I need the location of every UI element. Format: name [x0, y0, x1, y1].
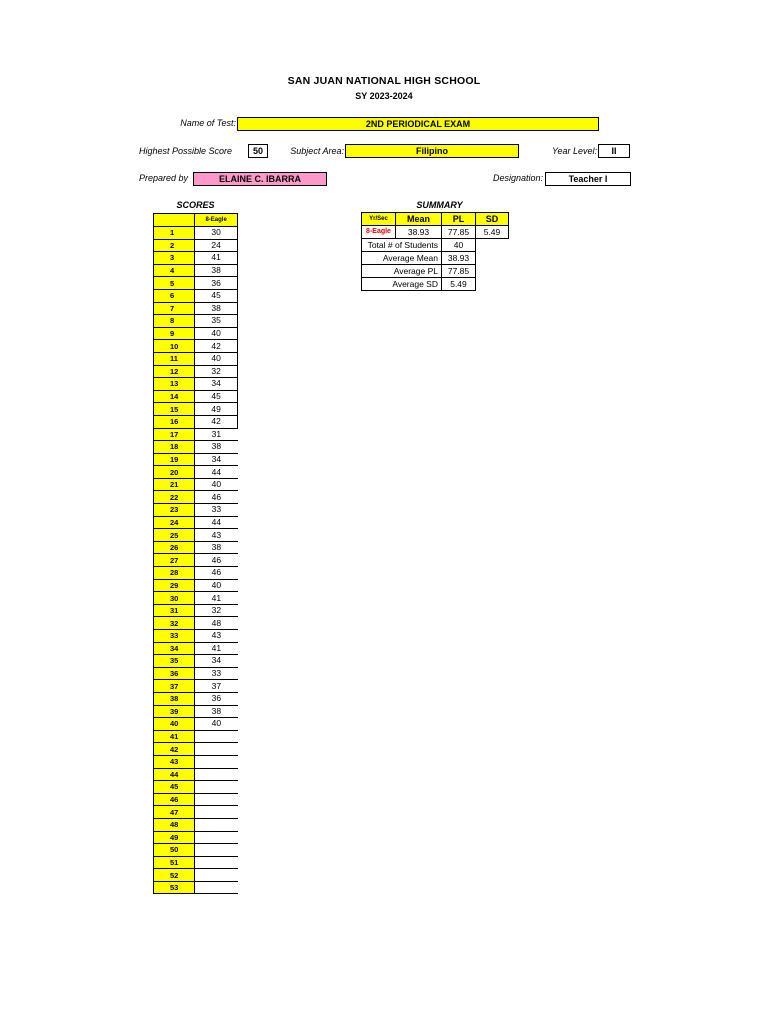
- student-number: 41: [154, 730, 195, 743]
- table-row: [154, 743, 238, 756]
- student-score: 46: [195, 567, 238, 580]
- student-number: 6: [154, 289, 195, 302]
- student-score: 34: [195, 655, 238, 668]
- student-score: 32: [195, 604, 238, 617]
- student-number: 7: [154, 302, 195, 315]
- student-score: 34: [195, 453, 238, 466]
- summary-col-mean: Mean: [396, 213, 442, 226]
- student-score: [195, 831, 238, 844]
- table-row: [154, 818, 238, 831]
- table-row: [154, 289, 238, 302]
- student-score: [195, 793, 238, 806]
- school-year: SY 2023-2024: [355, 91, 413, 101]
- student-number: 17: [154, 428, 195, 441]
- student-score: 48: [195, 617, 238, 630]
- table-row: [154, 806, 238, 819]
- student-number: 15: [154, 403, 195, 416]
- student-number: 13: [154, 378, 195, 391]
- table-row: [154, 365, 238, 378]
- student-score: [195, 818, 238, 831]
- table-row: [154, 630, 238, 643]
- table-row: [154, 655, 238, 668]
- table-row: [154, 315, 238, 328]
- table-row: [154, 239, 238, 252]
- student-score: 42: [195, 415, 238, 428]
- student-number: 19: [154, 453, 195, 466]
- student-number: 53: [154, 881, 195, 894]
- student-number: 42: [154, 743, 195, 756]
- student-number: 49: [154, 831, 195, 844]
- student-score: 42: [195, 340, 238, 353]
- table-row: [154, 252, 238, 265]
- student-score: 41: [195, 642, 238, 655]
- student-score: 41: [195, 252, 238, 265]
- student-number: 46: [154, 793, 195, 806]
- average-pl-label: Average PL: [362, 265, 442, 278]
- table-row: [154, 491, 238, 504]
- table-row: [154, 352, 238, 365]
- table-row: [154, 617, 238, 630]
- subject-field: Filipino: [345, 144, 519, 158]
- student-number: 34: [154, 642, 195, 655]
- student-score: 40: [195, 478, 238, 491]
- student-score: 38: [195, 441, 238, 454]
- student-score: [195, 768, 238, 781]
- student-score: [195, 730, 238, 743]
- student-score: 44: [195, 516, 238, 529]
- student-score: 35: [195, 315, 238, 328]
- student-score: 34: [195, 378, 238, 391]
- table-row: [154, 441, 238, 454]
- student-number: 4: [154, 264, 195, 277]
- student-score: 43: [195, 529, 238, 542]
- prepared-by-label: Prepared by: [139, 173, 189, 183]
- table-row: [154, 844, 238, 857]
- summary-col-yrsec: Yr/Sec: [362, 213, 396, 226]
- table-row: [154, 667, 238, 680]
- student-number: 23: [154, 504, 195, 517]
- student-score: [195, 856, 238, 869]
- table-row: [154, 428, 238, 441]
- student-score: 30: [195, 227, 238, 240]
- student-score: 38: [195, 264, 238, 277]
- student-score: 36: [195, 277, 238, 290]
- summary-table: [361, 212, 509, 291]
- student-number: 31: [154, 604, 195, 617]
- student-number: 50: [154, 844, 195, 857]
- student-number: 8: [154, 315, 195, 328]
- student-number: 27: [154, 554, 195, 567]
- student-score: [195, 781, 238, 794]
- student-score: 40: [195, 327, 238, 340]
- student-number: 40: [154, 718, 195, 731]
- designation-field: Teacher I: [545, 172, 631, 186]
- student-number: 33: [154, 630, 195, 643]
- table-row: [154, 504, 238, 517]
- student-score: 38: [195, 302, 238, 315]
- table-row: [154, 453, 238, 466]
- average-mean-label: Average Mean: [362, 252, 442, 265]
- scores-table: [153, 213, 238, 894]
- student-number: 36: [154, 667, 195, 680]
- student-number: 10: [154, 340, 195, 353]
- table-row: [154, 554, 238, 567]
- total-students-label: Total # of Students: [362, 239, 442, 252]
- year-level-field: II: [598, 144, 630, 158]
- table-row: [154, 390, 238, 403]
- total-students-value: 40: [442, 239, 476, 252]
- table-row: [154, 793, 238, 806]
- school-name: SAN JUAN NATIONAL HIGH SCHOOL: [287, 75, 481, 87]
- table-row: [154, 302, 238, 315]
- student-score: [195, 869, 238, 882]
- student-score: 37: [195, 680, 238, 693]
- student-score: 40: [195, 352, 238, 365]
- student-number: 1: [154, 227, 195, 240]
- student-number: 5: [154, 277, 195, 290]
- table-row: [154, 831, 238, 844]
- table-row: [154, 567, 238, 580]
- student-score: [195, 844, 238, 857]
- student-score: 32: [195, 365, 238, 378]
- student-number: 51: [154, 856, 195, 869]
- student-number: 30: [154, 592, 195, 605]
- student-score: 31: [195, 428, 238, 441]
- student-score: 40: [195, 579, 238, 592]
- student-number: 32: [154, 617, 195, 630]
- table-row: [154, 856, 238, 869]
- hps-field: 50: [248, 144, 268, 158]
- table-row: [154, 277, 238, 290]
- student-number: 26: [154, 541, 195, 554]
- student-number: 12: [154, 365, 195, 378]
- average-pl-value: 77.85: [442, 265, 476, 278]
- student-number: 24: [154, 516, 195, 529]
- student-score: [195, 755, 238, 768]
- student-score: 36: [195, 692, 238, 705]
- summary-mean: 38.93: [396, 226, 442, 239]
- test-name-label: Name of Test:: [180, 118, 236, 128]
- scores-section-header: 8-Eagle: [195, 214, 238, 227]
- table-row: [154, 642, 238, 655]
- table-row: [154, 881, 238, 894]
- student-score: 33: [195, 667, 238, 680]
- table-row: [154, 592, 238, 605]
- student-number: 28: [154, 567, 195, 580]
- summary-col-sd: SD: [476, 213, 509, 226]
- table-row: [154, 730, 238, 743]
- student-number: 35: [154, 655, 195, 668]
- table-row: [154, 768, 238, 781]
- student-score: 46: [195, 554, 238, 567]
- student-score: [195, 743, 238, 756]
- student-number: 52: [154, 869, 195, 882]
- table-row: [154, 604, 238, 617]
- student-score: 41: [195, 592, 238, 605]
- table-row: [154, 692, 238, 705]
- student-number: 11: [154, 352, 195, 365]
- summary-sd: 5.49: [476, 226, 509, 239]
- average-sd-label: Average SD: [362, 278, 442, 291]
- student-number: 45: [154, 781, 195, 794]
- table-row: [154, 403, 238, 416]
- table-row: [154, 415, 238, 428]
- scores-heading: SCORES: [176, 200, 215, 210]
- scores-index-header: [154, 214, 195, 227]
- table-row: [154, 340, 238, 353]
- student-score: 33: [195, 504, 238, 517]
- hps-label: Highest Possible Score: [139, 146, 233, 156]
- table-row: [154, 781, 238, 794]
- student-number: 21: [154, 478, 195, 491]
- year-level-label: Year Level:: [551, 146, 597, 156]
- table-row: [154, 869, 238, 882]
- student-number: 2: [154, 239, 195, 252]
- student-number: 18: [154, 441, 195, 454]
- student-number: 22: [154, 491, 195, 504]
- student-number: 14: [154, 390, 195, 403]
- student-score: 49: [195, 403, 238, 416]
- table-row: [154, 705, 238, 718]
- student-number: 16: [154, 415, 195, 428]
- student-score: 43: [195, 630, 238, 643]
- student-score: 24: [195, 239, 238, 252]
- average-sd-value: 5.49: [442, 278, 476, 291]
- student-number: 25: [154, 529, 195, 542]
- student-score: 38: [195, 541, 238, 554]
- summary-section: 8-Eagle: [362, 226, 396, 239]
- student-score: 40: [195, 718, 238, 731]
- subject-label: Subject Area:: [290, 146, 344, 156]
- student-score: [195, 881, 238, 894]
- table-row: [154, 579, 238, 592]
- table-row: [154, 227, 238, 240]
- table-row: [154, 327, 238, 340]
- student-score: 45: [195, 390, 238, 403]
- average-mean-value: 38.93: [442, 252, 476, 265]
- summary-heading: SUMMARY: [416, 200, 463, 210]
- table-row: [154, 466, 238, 479]
- summary-col-pl: PL: [442, 213, 476, 226]
- student-score: 45: [195, 289, 238, 302]
- student-number: 20: [154, 466, 195, 479]
- student-number: 38: [154, 692, 195, 705]
- student-number: 37: [154, 680, 195, 693]
- prepared-by-field: ELAINE C. IBARRA: [193, 172, 327, 186]
- table-row: [154, 516, 238, 529]
- designation-label: Designation:: [492, 173, 543, 183]
- table-row: [154, 680, 238, 693]
- table-row: [154, 378, 238, 391]
- table-row: [154, 529, 238, 542]
- student-number: 29: [154, 579, 195, 592]
- student-score: 46: [195, 491, 238, 504]
- table-row: [154, 478, 238, 491]
- student-number: 3: [154, 252, 195, 265]
- student-number: 44: [154, 768, 195, 781]
- test-name-field: 2ND PERIODICAL EXAM: [237, 117, 599, 131]
- table-row: [154, 755, 238, 768]
- table-row: [154, 541, 238, 554]
- student-score: 44: [195, 466, 238, 479]
- student-score: [195, 806, 238, 819]
- student-number: 9: [154, 327, 195, 340]
- student-number: 43: [154, 755, 195, 768]
- student-score: 38: [195, 705, 238, 718]
- student-number: 47: [154, 806, 195, 819]
- student-number: 48: [154, 818, 195, 831]
- student-number: 39: [154, 705, 195, 718]
- table-row: [154, 264, 238, 277]
- table-row: [154, 718, 238, 731]
- summary-pl: 77.85: [442, 226, 476, 239]
